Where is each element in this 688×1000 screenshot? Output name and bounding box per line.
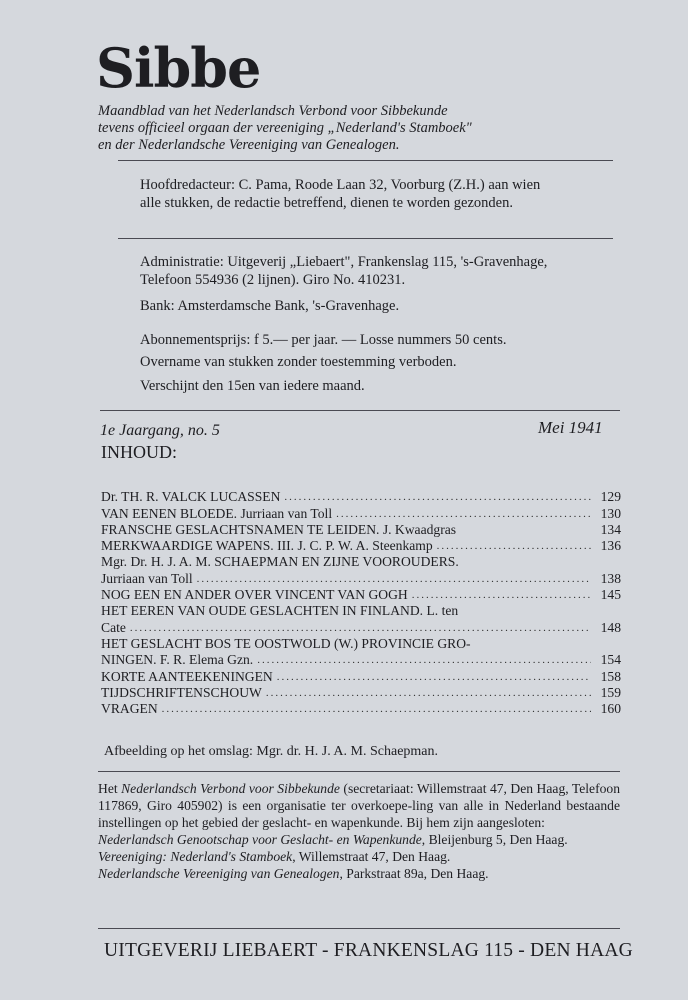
divider — [118, 160, 613, 161]
contents-page: 130 — [600, 505, 621, 521]
contents-title: NOG EEN EN ANDER OVER VINCENT VAN GOGH — [101, 587, 408, 603]
member-org — [98, 865, 620, 882]
contents-row — [101, 652, 621, 668]
contents-row — [101, 668, 621, 684]
contents-title: KORTE AANTEEKENINGEN — [101, 668, 273, 684]
divider — [98, 771, 620, 772]
administration-block — [140, 253, 547, 395]
contents-page: 154 — [600, 652, 621, 668]
contents-row — [101, 522, 621, 538]
contents-title: HET EEREN VAN OUDE GESLACHTEN IN FINLAND. L. ten — [101, 603, 459, 619]
contents-row — [101, 619, 621, 635]
contents-heading: INHOUD: — [101, 442, 177, 462]
table-of-contents — [101, 489, 621, 717]
contents-row — [101, 685, 621, 701]
intro-prefix: Het — [98, 781, 122, 796]
contents-title: Dr. TH. R. VALCK LUCASSEN — [101, 489, 281, 505]
contents-page: 129 — [600, 489, 621, 505]
contents-row — [101, 701, 621, 717]
contents-title: HET GESLACHT BOS TE OOSTWOLD (W.) PROVINCIE GRO- — [101, 635, 471, 651]
masthead-subtitle — [98, 103, 472, 154]
contents-row — [101, 554, 621, 570]
contents-title: TIJDSCHRIFTENSCHOUW — [101, 684, 262, 700]
dot-leader — [284, 489, 591, 505]
member-address: , Bleijenburg 5, Den Haag. — [421, 832, 568, 847]
subtitle-line: Maandblad van het Nederlandsch Verbond voor Sibbekunde — [98, 103, 448, 119]
divider — [100, 410, 620, 411]
dot-leader — [437, 538, 591, 554]
intro-text: (secretariaat: Willemstraat 47, Den Haag, Telefoon 117869, Giro 405902) is een organisatie ter overkoepe-ling van alle in Nederland bestaande instellingen op het gebied der geslacht- en wapenkunde. Bij hem zijn aangesloten: — [98, 781, 620, 830]
masthead-title: Sibbe — [96, 36, 261, 100]
contents-row — [101, 587, 621, 603]
contents-title: FRANSCHE GESLACHTSNAMEN TE LEIDEN. J. Kwaadgras — [101, 521, 457, 537]
contents-page: 136 — [600, 538, 621, 554]
dot-leader — [257, 652, 591, 668]
divider — [98, 928, 620, 929]
contents-title: VAN EENEN BLOEDE. Jurriaan van Toll — [101, 505, 333, 521]
member-address: , Willemstraat 47, Den Haag. — [292, 849, 451, 864]
divider — [118, 238, 613, 239]
subtitle-line: tevens officieel orgaan der vereeniging „Nederland's Stamboek" — [98, 120, 472, 136]
admin-line: Telefoon 554936 (2 lijnen). Giro No. 410231. — [140, 272, 406, 288]
dot-leader — [197, 571, 591, 587]
contents-page: 138 — [600, 570, 621, 586]
dot-leader — [277, 669, 591, 685]
member-org — [98, 831, 620, 848]
contents-page: 159 — [600, 684, 621, 700]
contents-title: NINGEN. F. R. Elema Gzn. — [101, 652, 254, 668]
dot-leader — [162, 701, 591, 717]
contents-title: Jurriaan van Toll — [101, 570, 193, 586]
contents-page: 148 — [600, 619, 621, 635]
copyright-line: Overname van stukken zonder toestemming verboden. — [140, 354, 457, 370]
contents-title: MERKWAARDIGE WAPENS. III. J. C. P. W. A. Steenkamp — [101, 538, 433, 554]
contents-page: 158 — [600, 668, 621, 684]
contents-page: 145 — [600, 587, 621, 603]
contents-row — [101, 570, 621, 586]
member-org — [98, 848, 620, 865]
contents-page: 160 — [600, 701, 621, 717]
subscription-line: Abonnementsprijs: f 5.— per jaar. — Losse nummers 50 cents. — [140, 332, 507, 348]
member-address: , Parkstraat 89a, Den Haag. — [339, 866, 489, 881]
contents-row — [101, 489, 621, 505]
contents-row — [101, 505, 621, 521]
schedule-line: Verschijnt den 15en van iedere maand. — [140, 378, 365, 394]
bank-line: Bank: Amsterdamsche Bank, 's-Gravenhage. — [140, 298, 400, 314]
dot-leader — [266, 685, 591, 701]
dot-leader — [130, 620, 591, 636]
subtitle-line: en der Nederlandsche Vereeniging van Genealogen. — [98, 137, 400, 153]
dot-leader — [412, 587, 591, 603]
editor-line: Hoofdredacteur: C. Pama, Roode Laan 32, Voorburg (Z.H.) aan wien — [140, 177, 541, 193]
member-name: Vereeniging: Nederland's Stamboek — [98, 849, 293, 864]
issue-date: Mei 1941 — [538, 418, 603, 437]
member-name: Nederlandsch Genootschap voor Geslacht- en Wapenkunde — [98, 832, 422, 847]
contents-row — [101, 538, 621, 554]
dot-leader — [336, 506, 591, 522]
admin-line: Administratie: Uitgeverij „Liebaert", Frankenslag 115, 's-Gravenhage, — [140, 254, 548, 270]
contents-title: Mgr. Dr. H. J. A. M. SCHAEPMAN EN ZIJNE VOOROUDERS. — [101, 554, 459, 570]
contents-title: Cate — [101, 619, 126, 635]
issue-volume: 1e Jaargang, no. 5 — [100, 422, 220, 439]
association-notice — [98, 780, 620, 882]
association-name: Nederlandsch Verbond voor Sibbekunde — [121, 781, 340, 796]
editor-notice — [140, 176, 540, 212]
member-name: Nederlandsche Vereeniging van Genealogen — [98, 866, 340, 881]
editor-line: alle stukken, de redactie betreffend, dienen te worden gezonden. — [140, 195, 513, 211]
cover-note: Afbeelding op het omslag: Mgr. dr. H. J. A. M. Schaepman. — [104, 744, 439, 759]
contents-page: 134 — [600, 521, 621, 537]
publisher-footer: UITGEVERIJ LIEBAERT - FRANKENSLAG 115 - DEN HAAG — [104, 940, 633, 961]
contents-title: VRAGEN — [101, 701, 158, 717]
contents-row — [101, 603, 621, 619]
contents-row — [101, 636, 621, 652]
